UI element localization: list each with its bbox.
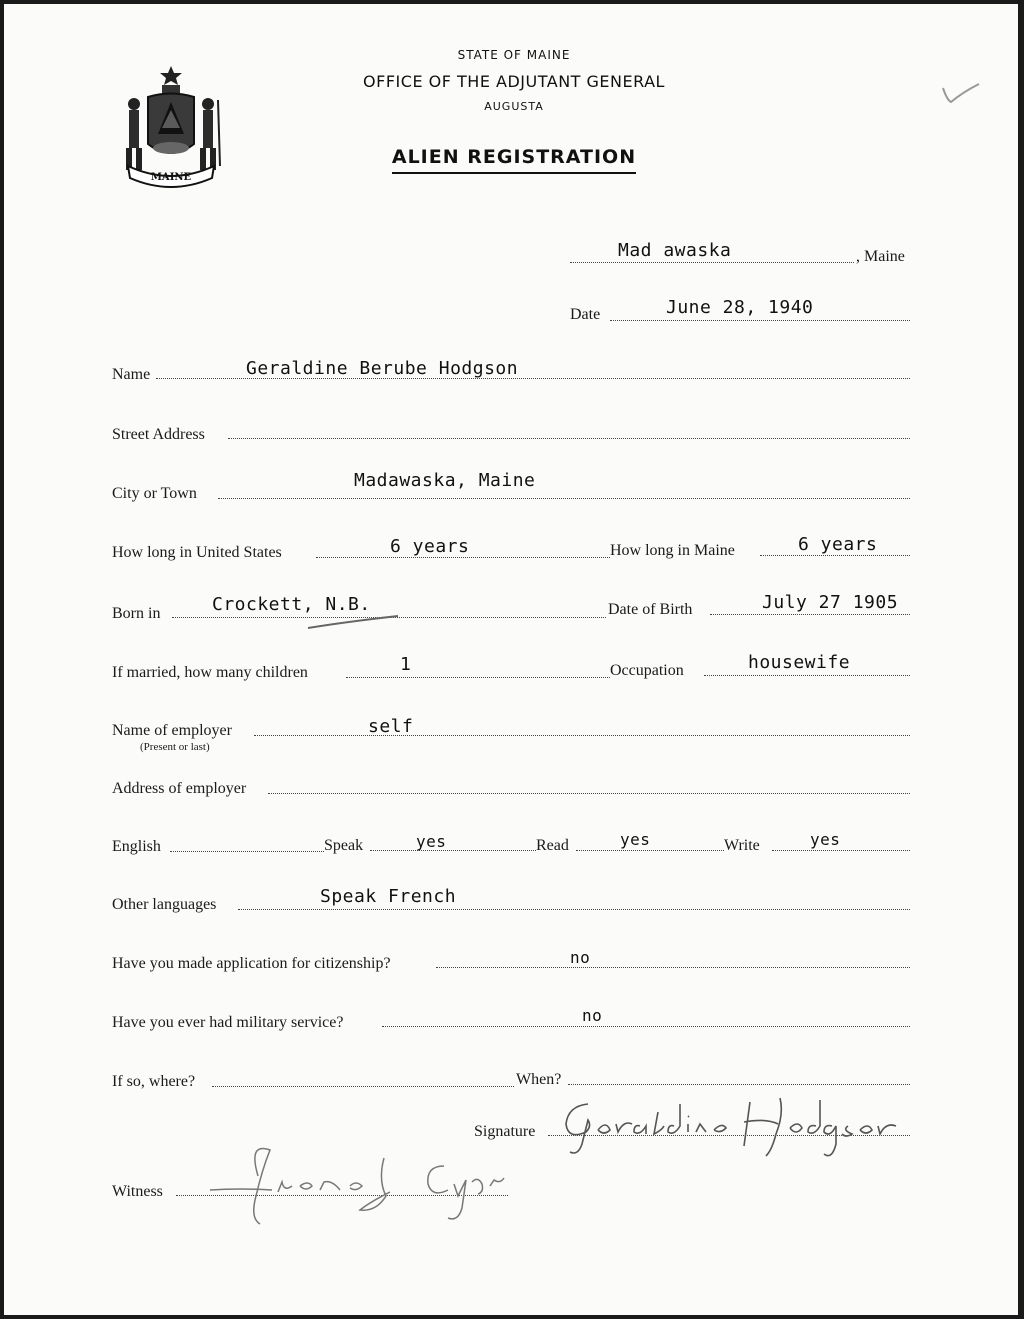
signature-label: Signature xyxy=(474,1123,536,1140)
read-value: yes xyxy=(620,830,651,849)
military-label: Have you ever had military service? xyxy=(112,1014,344,1031)
street-label: Street Address xyxy=(112,426,205,443)
where-label: If so, where? xyxy=(112,1073,196,1090)
other-languages-value: Speak French xyxy=(320,886,457,907)
header-state: STATE OF MAINE xyxy=(457,48,571,62)
dob-value: July 27 1905 xyxy=(762,592,899,613)
city-value: Madawaska, Maine xyxy=(354,470,536,491)
years-maine-value: 6 years xyxy=(798,534,878,555)
employer-value: self xyxy=(368,716,414,737)
military-value: no xyxy=(582,1006,603,1025)
place-suffix: , Maine xyxy=(856,248,905,265)
date-value: June 28, 1940 xyxy=(666,297,814,318)
years-us-label: How long in United States xyxy=(112,544,282,561)
witness-signature xyxy=(200,1136,520,1228)
applicant-signature xyxy=(554,1090,910,1162)
pencil-underline xyxy=(304,612,404,632)
dob-label: Date of Birth xyxy=(608,601,693,618)
name-label: Name xyxy=(112,366,151,383)
speak-value: yes xyxy=(416,832,447,851)
header-city: AUGUSTA xyxy=(484,100,544,113)
employer-sublabel: (Present or last) xyxy=(140,741,210,753)
english-label: English xyxy=(112,838,161,855)
registration-form xyxy=(4,4,1018,1315)
header-office: OFFICE OF THE ADJUTANT GENERAL xyxy=(363,72,665,91)
place-value: Mad awaska xyxy=(618,240,732,261)
employer-label: Name of employer xyxy=(112,722,232,739)
read-label: Read xyxy=(536,837,569,854)
write-label: Write xyxy=(724,837,760,854)
citizenship-value: no xyxy=(570,948,591,967)
other-languages-label: Other languages xyxy=(112,896,217,913)
citizenship-label: Have you made application for citizenship? xyxy=(112,955,391,972)
witness-label: Witness xyxy=(112,1183,163,1200)
city-label: City or Town xyxy=(112,485,197,502)
name-value: Geraldine Berube Hodgson xyxy=(246,358,519,379)
occupation-label: Occupation xyxy=(610,662,684,679)
check-mark-icon xyxy=(939,78,983,108)
years-us-value: 6 years xyxy=(390,536,470,557)
born-in-label: Born in xyxy=(112,605,161,622)
speak-label: Speak xyxy=(324,837,364,854)
svg-text:MAINE: MAINE xyxy=(150,172,192,183)
date-label: Date xyxy=(570,306,601,323)
write-value: yes xyxy=(810,830,841,849)
children-label: If married, how many children xyxy=(112,664,308,681)
when-label: When? xyxy=(516,1071,562,1088)
employer-address-label: Address of employer xyxy=(112,780,247,797)
form-title: ALIEN REGISTRATION xyxy=(4,146,1018,168)
occupation-value: housewife xyxy=(748,652,851,673)
years-maine-label: How long in Maine xyxy=(610,542,735,559)
born-in-value: Crockett, N.B. xyxy=(212,594,371,615)
children-value: 1 xyxy=(400,654,412,675)
